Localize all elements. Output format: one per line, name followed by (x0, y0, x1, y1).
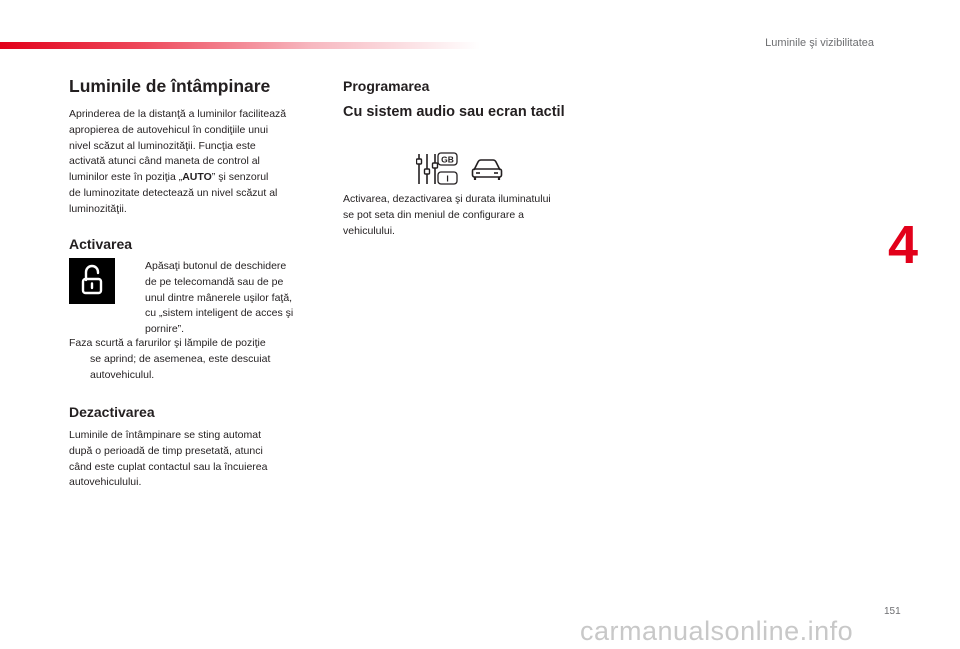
settings-gb-label: GB (441, 154, 454, 165)
chapter-number: 4 (888, 215, 919, 275)
programming-heading: Programarea (343, 78, 430, 94)
intro-paragraph: Aprinderea de la distanţă a luminilor facilitează apropierea de autovehicul în condiţiile unui nivel scăzut al luminozităţii. Funcţia este activată atunci când maneta de control al luminilor este în poziţia „AUTO” şi senzorul de luminozitate detectează un nivel scăzut al luminozităţii. (69, 108, 287, 215)
programming-paragraph: Activarea, dezactivarea şi durata iluminatului se pot seta din meniul de configurare a vehiculului. (343, 193, 551, 237)
deactivation-heading: Dezactivarea (69, 404, 155, 420)
auto-keyword: AUTO (182, 171, 212, 184)
page-number: 151 (884, 606, 901, 617)
activation-bullet (126, 259, 318, 338)
programming-subheading: Cu sistem audio sau ecran tactil (343, 104, 565, 120)
watermark: carmanualsonline.info (580, 616, 854, 646)
activation-result: Faza scurtă a farurilor şi lămpile de poziţie se aprind; de asemenea, este descuiat autovehiculul. (69, 337, 271, 381)
header-accent-bar (0, 42, 480, 49)
left-column (69, 76, 324, 218)
car-icon (470, 152, 504, 191)
unlock-icon (69, 258, 115, 304)
settings-gb-icon (416, 152, 458, 191)
chapter-title: Luminile şi vizibilitatea (765, 37, 874, 49)
programming-icons (416, 152, 504, 191)
deactivation-paragraph: Luminile de întâmpinare se sting automat după o perioadă de timp presetată, atunci când este cuplat contactul sau la încuierea autovehiculului. (69, 429, 268, 489)
section-title: Luminile de întâmpinare (69, 76, 271, 96)
activation-bullet-text: Apăsaţi butonul de deschidere de pe telecomandă sau de pe unul dintre mânerele uşilor faţă, cu „sistem inteligent de acces şi pornire”. (145, 260, 294, 336)
settings-i-label: I (446, 173, 449, 184)
activation-heading: Activarea (69, 236, 133, 252)
